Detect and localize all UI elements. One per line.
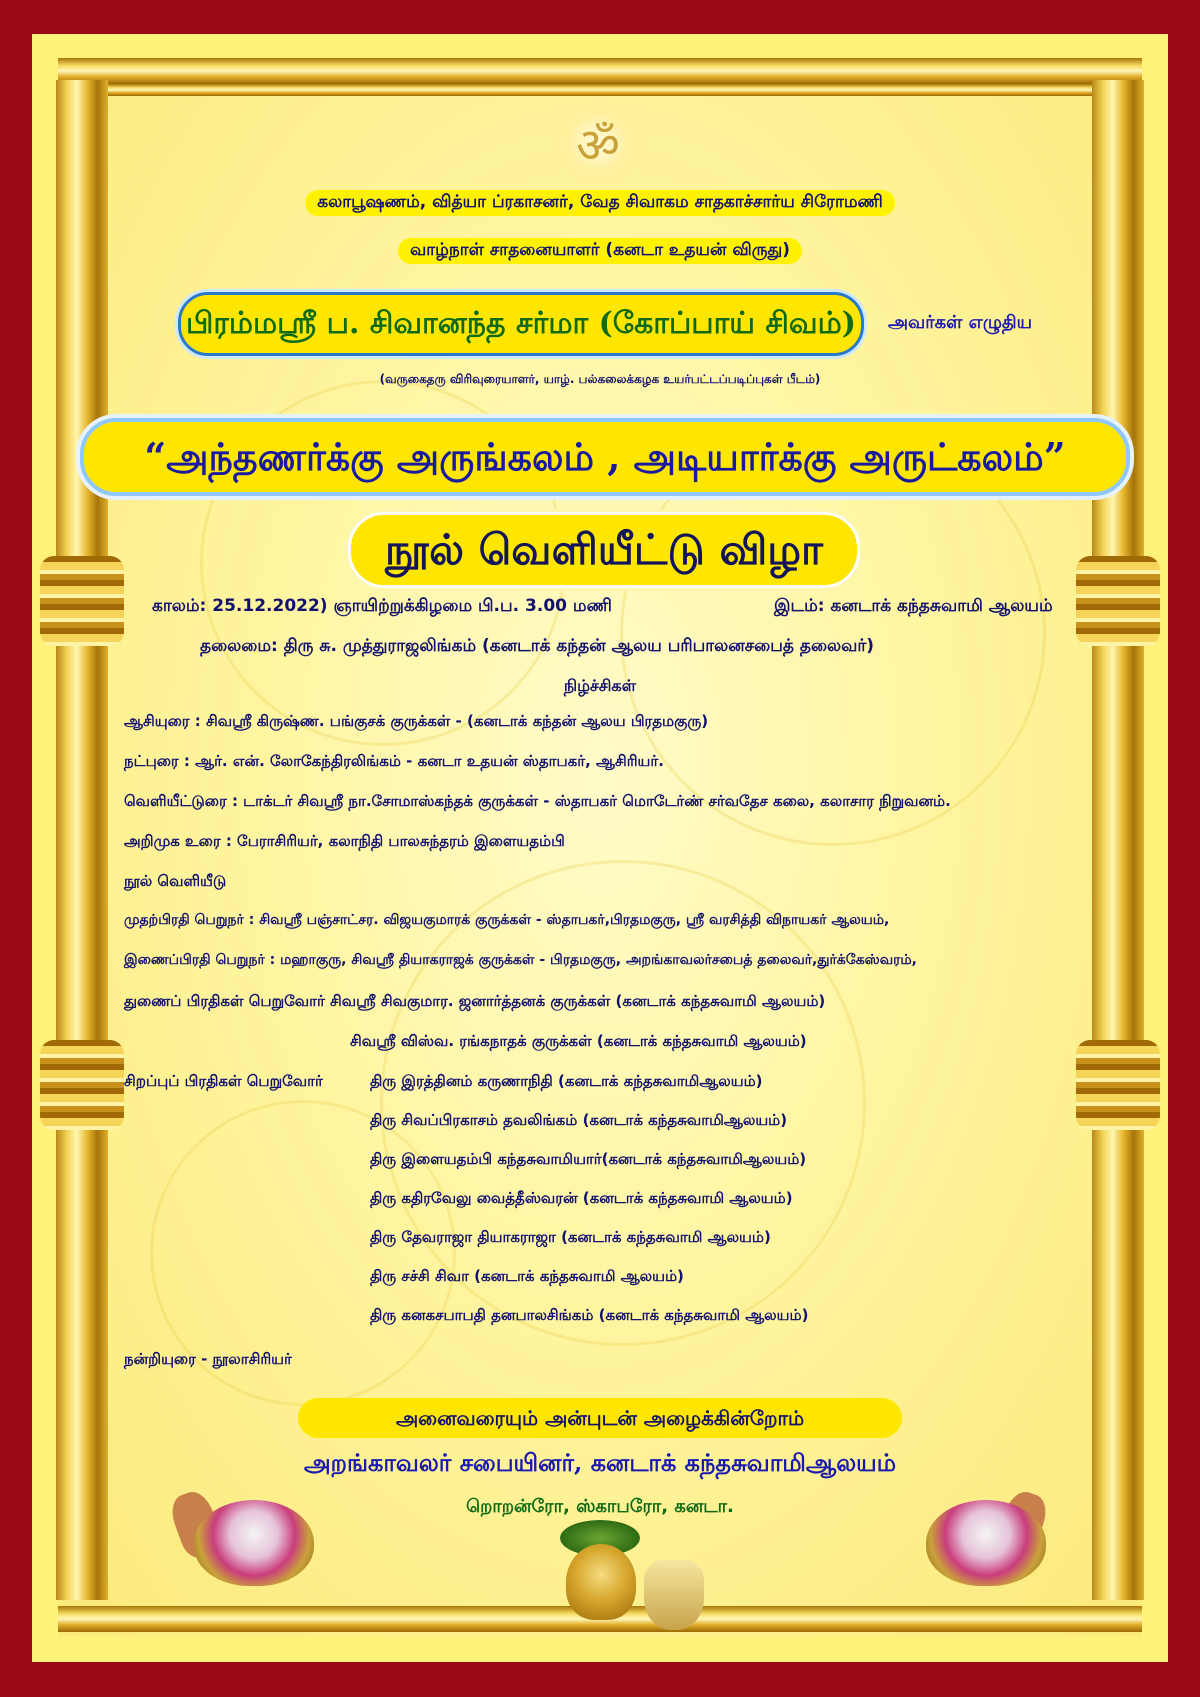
award-line: வாழ்நாள் சாதனையாளர் (கனடா உதயன் விருது): [0, 238, 1200, 264]
special-copy-name: திரு தேவராஜா தியாகராஜா (கனடாக் கந்தசுவாமி ஆலயம்): [370, 1228, 771, 1246]
right-offering-plate-image: [926, 1500, 1046, 1586]
author-role: (வருகைதரு விரிவுரையாளர், யாழ். பல்கலைக்கழக உயர்பட்டப்படிப்புகள் பீடம்): [379, 372, 821, 386]
top-beam: [58, 58, 1142, 84]
invite-line: அனைவரையும் அன்புடன் அழைக்கின்றோம்: [298, 1398, 902, 1438]
om-symbol: [553, 98, 643, 188]
vote-of-thanks: நன்றியுரை - நூலாசிரியர்: [124, 1350, 292, 1368]
author-name: பிரம்மஸ்ரீ ப. சிவானந்த சர்மா (கோப்பாய் சிவம்): [178, 292, 864, 356]
special-copy-name: திரு கதிரவேலு வைத்தீஸ்வரன் (கனடாக் கந்தசுவாமி ஆலயம்): [370, 1189, 793, 1207]
left-pillar: [56, 80, 108, 1600]
special-copy-name: திரு சிவப்பிரகாசம் தவலிங்கம் (கனடாக் கந்தசுவாமிஆலயம்): [370, 1111, 788, 1129]
left-pillar-base: [40, 1040, 124, 1130]
special-copy-name: திரு சச்சி சிவா (கனடாக் கந்தசுவாமி ஆலயம்): [370, 1267, 684, 1285]
left-offering-plate-image: [194, 1500, 314, 1586]
event-chair: தலைமை: திரு சு. முத்துராஜலிங்கம் (கனடாக் கந்தன் ஆலய பரிபாலனசபைத் தலைவர்): [200, 636, 875, 656]
top-beam-lower: [58, 84, 1142, 96]
kalasam-pot-image: [566, 1544, 636, 1620]
programme-item: வெளியீட்டுரை : டாக்டர் சிவஸ்ரீ நா.சோமாஸ்கந்தக் குருக்கள் - ஸ்தாபகர் மொடேர்ண் சர்வதேச கலை, கலாசார நிறுவனம்.: [124, 792, 951, 810]
right-pillar-base: [1076, 1040, 1160, 1130]
book-title: “அந்தணர்க்கு அருங்கலம் , அடியார்க்கு அருட்கலம்”: [80, 418, 1130, 496]
second-copy-extra: சிவஸ்ரீ விஸ்வ. ரங்கநாதக் குருக்கள் (கனடாக் கந்தசுவாமி ஆலயம்): [350, 1032, 807, 1050]
programme-item: நட்புரை : ஆர். என். லோகேந்திரலிங்கம் - கனடா உதயன் ஸ்தாபகர், ஆசிரியர்.: [124, 752, 664, 770]
location: றொறன்ரோ, ஸ்காபரோ, கனடா.: [466, 1496, 734, 1517]
right-pillar: [1092, 80, 1144, 1600]
special-copies-label: சிறப்புப் பிரதிகள் பெறுவோர்: [124, 1072, 323, 1090]
programme-heading: நிழ்ச்சிகள்: [563, 676, 637, 695]
author-suffix: அவர்கள் எழுதிய: [888, 312, 1033, 333]
special-copy-name: திரு கனகசபாபதி தனபாலசிங்கம் (கனடாக் கந்தசுவாமி ஆலயம்): [370, 1306, 809, 1324]
programme-item: நூல் வெளியீடு: [124, 872, 227, 890]
right-pillar-capital: [1076, 556, 1160, 646]
programme-item: ஆசியுரை : சிவஸ்ரீ கிருஷ்ண. பங்குசக் குருக்கள் - (கனடாக் கந்தன் ஆலய பிரதமகுரு): [124, 712, 709, 730]
event-venue: இடம்: கனடாக் கந்தசுவாமி ஆலயம்: [774, 596, 1053, 616]
programme-item: முதற்பிரதி பெறுநர் : சிவஸ்ரீ பஞ்சாட்சர. விஜயகுமாரக் குருக்கள் - ஸ்தாபகர்,பிரதமகுரு, ஸ்ரீ வரசித்தி விநாயகர் ஆலயம்,: [124, 912, 890, 928]
programme-item: இணைப்பிரதி பெறுநர் : மஹாகுரு, சிவஸ்ரீ தியாகராஜக் குருக்கள் - பிரதமகுரு, அறங்காவலர்சபைத் தலைவர்,துர்க்கேஸ்வரம்,: [124, 952, 917, 968]
kuthuvilakku-lamp-image: [644, 1560, 704, 1630]
event-title: நூல் வெளியீட்டு விழா: [348, 512, 860, 588]
programme-item: துணைப் பிரதிகள் பெறுவோர் சிவஸ்ரீ சிவகுமார. ஜனார்த்தனக் குருக்கள் (கனடாக் கந்தசுவாமி ஆலயம்): [124, 992, 826, 1010]
event-time: காலம்: 25.12.2022) ஞாயிற்றுக்கிழமை பி.ப. 3.00 மணி: [152, 596, 612, 616]
special-copy-name: திரு இளையதம்பி கந்தசுவாமியார்(கனடாக் கந்தசுவாமிஆலயம்): [370, 1150, 807, 1168]
organizer: அறங்காவலர் சபையினர், கனடாக் கந்தசுவாமிஆலயம்: [303, 1448, 897, 1477]
honours-line: கலாபூஷணம், வித்யா ப்ரகாசனர், வேத சிவாகம சாதகாச்சார்ய சிரோமணி: [0, 190, 1200, 216]
programme-item: அறிமுக உரை : பேராசிரியர், கலாநிதி பாலசுந்தரம் இளையதம்பி: [124, 832, 565, 850]
left-pillar-capital: [40, 556, 124, 646]
om-icon: ॐ: [576, 118, 620, 174]
special-copy-name: திரு இரத்தினம் கருணாநிதி (கனடாக் கந்தசுவாமிஆலயம்): [370, 1072, 763, 1090]
